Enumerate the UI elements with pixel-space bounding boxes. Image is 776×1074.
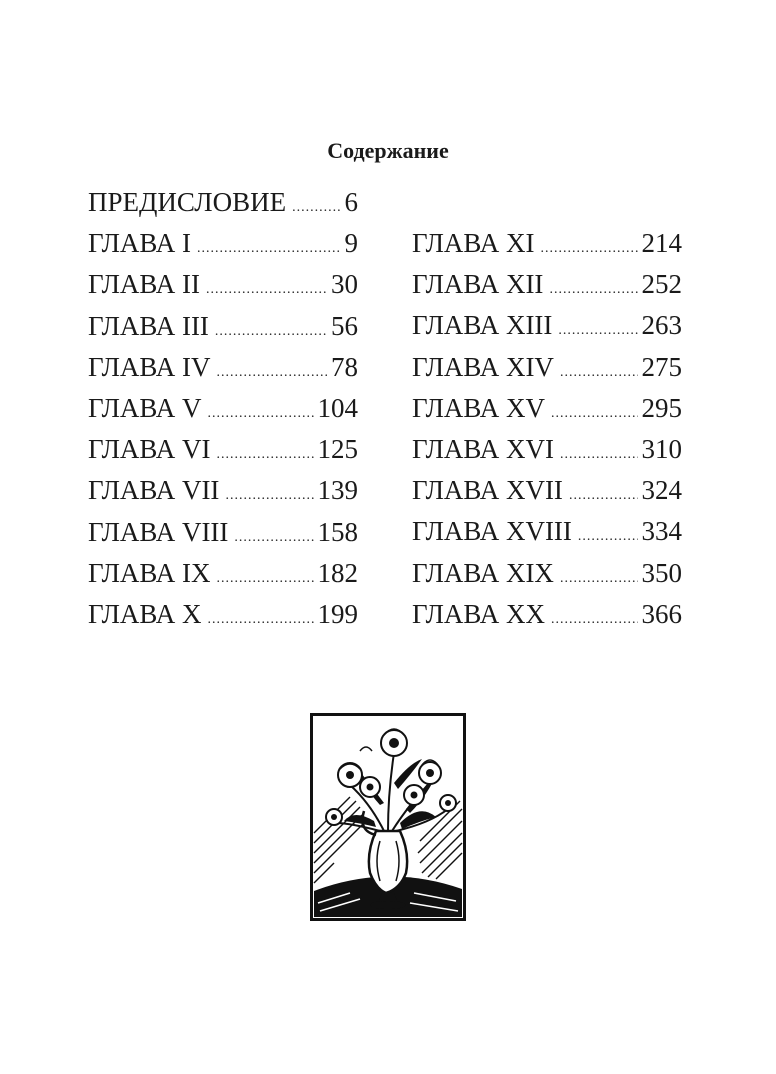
- toc-entry-page: 125: [317, 434, 358, 465]
- toc-entry[interactable]: [412, 352, 682, 393]
- toc-entry-label: ГЛАВА II: [88, 269, 200, 300]
- toc-entry[interactable]: [88, 475, 358, 516]
- toc-entry[interactable]: [88, 187, 358, 228]
- toc-entry-page: 350: [641, 557, 682, 588]
- toc-entry[interactable]: [88, 228, 358, 269]
- toc-entry[interactable]: [412, 393, 682, 434]
- toc-entry-label: ГЛАВА IV: [88, 351, 211, 382]
- toc-entry-label: ГЛАВА V: [88, 392, 202, 423]
- page-title: Содержание: [327, 138, 449, 163]
- toc-entry-page: 252: [641, 269, 682, 300]
- toc-leader-dots: [292, 200, 340, 216]
- toc-entry-label: ГЛАВА X: [88, 598, 202, 629]
- toc-entry-label: ПРЕДИСЛОВИЕ: [88, 187, 287, 217]
- toc-leader-dots: [558, 323, 637, 339]
- toc-leader-dots: [206, 282, 327, 298]
- toc-entry[interactable]: [412, 558, 682, 599]
- toc-entry-label: ГЛАВА XVIII: [412, 516, 572, 547]
- toc-leader-dots: [215, 324, 327, 340]
- toc-leader-dots: [234, 530, 313, 546]
- toc-leader-dots: [225, 488, 313, 504]
- toc-entry[interactable]: [412, 434, 682, 475]
- toc-entry-label: ГЛАВА XI: [412, 228, 535, 258]
- toc-leader-dots: [207, 612, 313, 628]
- toc-entry-page: 324: [641, 475, 682, 506]
- toc-entry[interactable]: [412, 516, 682, 557]
- toc-entry-page: 310: [641, 433, 682, 464]
- toc-entry[interactable]: [412, 228, 682, 269]
- toc-entry[interactable]: [88, 393, 358, 434]
- toc-column-right: [412, 228, 682, 640]
- toc-leader-dots: [569, 488, 638, 504]
- toc-leader-dots: [216, 447, 313, 463]
- toc-leader-dots: [560, 365, 638, 381]
- toc-leader-dots: [560, 571, 638, 587]
- toc-entry[interactable]: [88, 311, 358, 352]
- toc-entry-page: 6: [344, 187, 358, 217]
- toc-entry-label: ГЛАВА XIV: [412, 351, 554, 382]
- toc-entry-label: ГЛАВА III: [88, 310, 209, 341]
- toc-entry-page: 30: [331, 269, 358, 300]
- toc-entry[interactable]: [412, 475, 682, 516]
- toc-entry-label: ГЛАВА VII: [88, 475, 220, 506]
- toc-column-left: [88, 187, 358, 640]
- toc-entry-page: 104: [317, 392, 358, 423]
- toc-entry[interactable]: [88, 558, 358, 599]
- toc-entry-page: 263: [641, 310, 682, 341]
- toc-entry[interactable]: [88, 599, 358, 640]
- toc-entry-page: 56: [331, 310, 358, 341]
- toc-leader-dots: [216, 365, 327, 381]
- toc-leader-dots: [197, 241, 341, 257]
- toc-entry[interactable]: [88, 517, 358, 558]
- toc-entry-label: ГЛАВА XX: [412, 598, 545, 629]
- toc-leader-dots: [551, 612, 638, 628]
- toc-entry-page: 139: [317, 475, 358, 506]
- toc-leader-dots: [540, 241, 637, 257]
- toc-entry[interactable]: [88, 269, 358, 310]
- toc-entry-label: ГЛАВА XIX: [412, 557, 554, 588]
- toc-leader-dots: [549, 282, 637, 298]
- toc-entry-label: ГЛАВА XV: [412, 392, 545, 423]
- toc-entry-page: 366: [641, 598, 682, 629]
- toc-entry-label: ГЛАВА VI: [88, 434, 211, 465]
- toc-entry-page: 9: [344, 228, 358, 259]
- toc-entry-page: 334: [641, 516, 682, 547]
- toc-entry-page: 214: [641, 228, 682, 258]
- toc-entry-page: 295: [641, 392, 682, 423]
- flower-vase-engraving-icon: [310, 713, 466, 921]
- toc-entry-page: 199: [317, 598, 358, 629]
- toc-leader-dots: [578, 529, 638, 545]
- toc-leader-dots: [207, 406, 313, 422]
- toc-entry-label: ГЛАВА IX: [88, 557, 211, 588]
- toc-entry-page: 158: [317, 516, 358, 547]
- toc-entry[interactable]: [412, 599, 682, 640]
- toc-entry-page: 182: [317, 557, 358, 588]
- toc-entry[interactable]: [412, 310, 682, 351]
- toc-entry-label: ГЛАВА XVI: [412, 433, 554, 464]
- toc-entry-page: 275: [641, 351, 682, 382]
- toc-entry[interactable]: [412, 269, 682, 310]
- toc-leader-dots: [551, 406, 638, 422]
- toc-entry-label: ГЛАВА XII: [412, 269, 544, 300]
- toc-entry[interactable]: [88, 434, 358, 475]
- toc-entry[interactable]: [88, 352, 358, 393]
- toc-entry-label: ГЛАВА XIII: [412, 310, 553, 341]
- toc-entry-label: ГЛАВА XVII: [412, 475, 563, 506]
- toc-leader-dots: [216, 571, 313, 587]
- toc-entry-label: ГЛАВА VIII: [88, 516, 229, 547]
- toc-leader-dots: [560, 447, 638, 463]
- toc-entry-label: ГЛАВА I: [88, 228, 191, 259]
- toc-entry-page: 78: [331, 351, 358, 382]
